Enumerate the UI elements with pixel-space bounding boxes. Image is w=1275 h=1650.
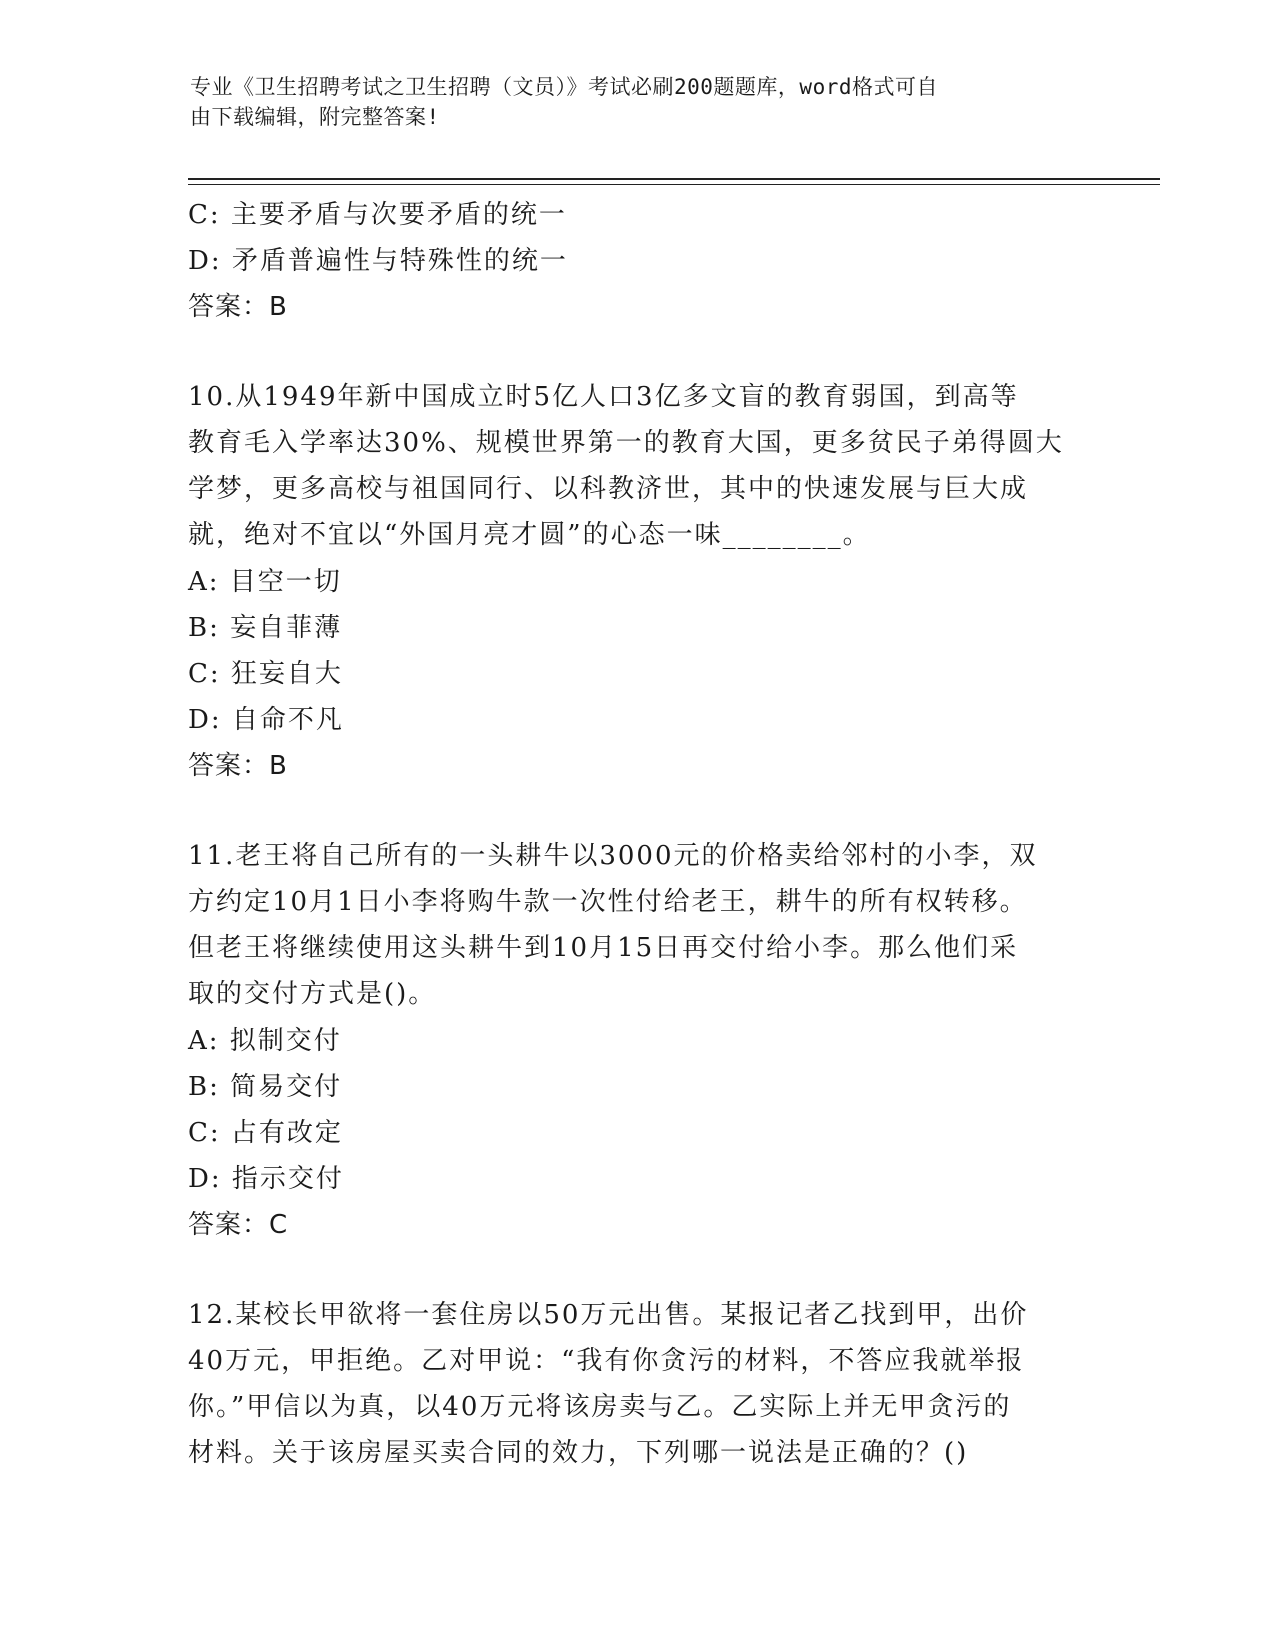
option-a: A: 拟制交付 <box>188 1026 342 1056</box>
question-text-line: 但老王将继续使用这头耕牛到10月15日再交付给小李。那么他们采 <box>188 933 1019 963</box>
option-d: D: 指示交付 <box>188 1164 344 1194</box>
answer-line: 答案：C <box>188 1210 289 1240</box>
answer-line: 答案：B <box>188 292 288 322</box>
header-divider-thin <box>188 184 1160 185</box>
question-text-line: 学梦，更多高校与祖国同行、以科教济世，其中的快速发展与巨大成 <box>188 474 1029 504</box>
option-b: B: 简易交付 <box>188 1072 343 1102</box>
option-c: C: 占有改定 <box>188 1118 343 1148</box>
header-divider-thick <box>188 178 1160 180</box>
question-text-line: 10.从1949年新中国成立时5亿人口3亿多文盲的教育弱国，到高等 <box>188 382 1019 412</box>
answer-line: 答案：B <box>188 751 288 781</box>
question-text-line: 方约定10月1日小李将购牛款一次性付给老王，耕牛的所有权转移。 <box>188 887 1028 917</box>
header-line-1: 专业《卫生招聘考试之卫生招聘（文员）》考试必刷200题题库，word格式可自 <box>190 75 938 99</box>
header-line-2: 由下载编辑，附完整答案! <box>190 105 440 129</box>
question-text-line: 材料。关于该房屋买卖合同的效力，下列哪一说法是正确的？() <box>188 1438 969 1468</box>
option-c: C: 主要矛盾与次要矛盾的统一 <box>188 200 567 230</box>
question-text-line: 取的交付方式是()。 <box>188 979 437 1009</box>
option-d: D: 自命不凡 <box>188 705 344 735</box>
document-header <box>190 72 1090 132</box>
question-9-tail <box>188 192 1088 330</box>
question-text-line: 12.某校长甲欲将一套住房以50万元出售。某报记者乙找到甲，出价 <box>188 1300 1029 1330</box>
option-a: A: 目空一切 <box>188 567 342 597</box>
question-10 <box>188 375 1088 789</box>
question-text-line: 教育毛入学率达30%、规模世界第一的教育大国，更多贫民子弟得圆大 <box>188 428 1064 458</box>
spacer <box>188 1248 1088 1293</box>
option-c: C: 狂妄自大 <box>188 659 343 689</box>
question-text-line: 40万元，甲拒绝。乙对甲说：“我有你贪污的材料，不答应我就举报 <box>188 1346 1025 1376</box>
option-b: B: 妄自菲薄 <box>188 613 343 643</box>
question-11 <box>188 834 1088 1248</box>
spacer <box>188 789 1088 834</box>
question-12 <box>188 1293 1088 1477</box>
question-text-line: 你。”甲信以为真，以40万元将该房卖与乙。乙实际上并无甲贪污的 <box>188 1392 1012 1422</box>
option-d: D: 矛盾普遍性与特殊性的统一 <box>188 246 568 276</box>
question-text-line: 11.老王将自己所有的一头耕牛以3000元的价格卖给邻村的小李，双 <box>188 841 1038 871</box>
document-body <box>188 192 1088 1477</box>
question-text-line: 就，绝对不宜以“外国月亮才圆”的心态一味________。 <box>188 520 871 550</box>
spacer <box>188 330 1088 375</box>
